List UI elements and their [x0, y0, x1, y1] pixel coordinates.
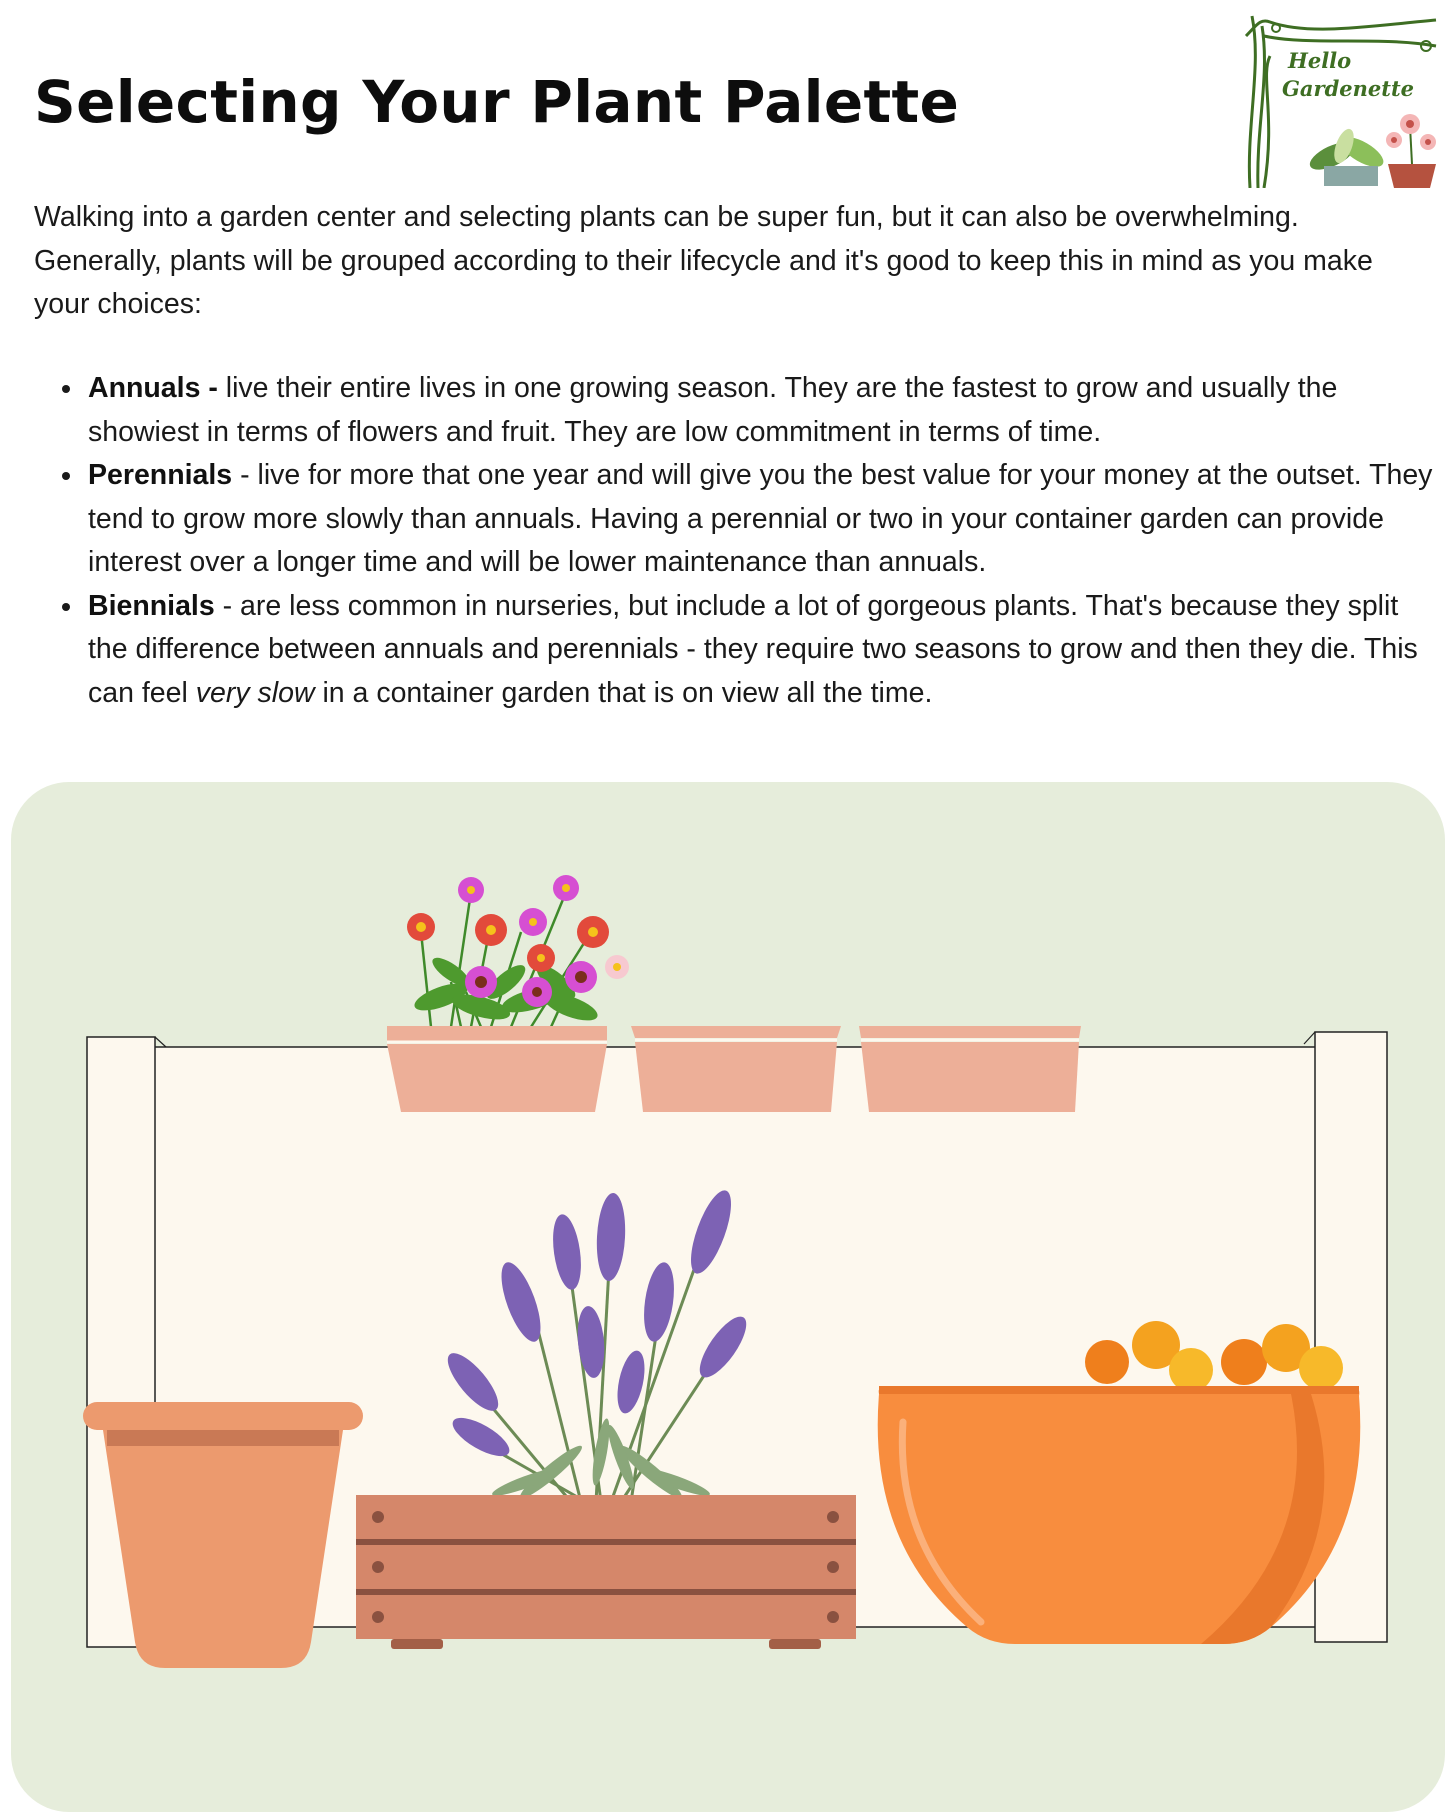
- orange-pot: [878, 1386, 1361, 1644]
- planter-box-1: [387, 1026, 607, 1112]
- term-perennials: Perennials: [88, 459, 233, 491]
- bullet: [62, 603, 70, 611]
- wooden-crate: [356, 1495, 856, 1649]
- intro-paragraph: Walking into a garden center and selecting plants can be super fun, but it can also be overwhelming. Generally, plants will be grouped according to their lifecycle and it's good to keep this in mind as you make your choices:: [34, 201, 1373, 320]
- planter-box-3: [859, 1026, 1081, 1112]
- list-item-perennials: [56, 454, 1442, 585]
- desc-biennials-start: - are less common in nurseries, but include a lot of gorgeous plants. That's because they split the difference between annuals and perennials - they require two seasons to grow and then they die. This can feel: [88, 589, 1418, 709]
- plant-lifecycle-list: [56, 367, 1442, 715]
- hello-gardenette-logo: [1240, 6, 1442, 188]
- bullet: [62, 472, 70, 480]
- term-biennials: Biennials: [88, 589, 215, 622]
- planter-box-2: [631, 1026, 841, 1112]
- logo-line1: Hello: [1288, 48, 1352, 73]
- list-item-annuals: [56, 367, 1442, 454]
- term-annuals: Annuals -: [88, 372, 218, 404]
- container-garden-illustration: [11, 782, 1445, 1812]
- page-title: Selecting Your Plant Palette: [34, 68, 960, 136]
- desc-biennials-end: in a container garden that is on view all the time.: [314, 676, 933, 709]
- zinnia-plant: [407, 875, 629, 1027]
- emphasis-very-slow: very slow: [195, 676, 315, 709]
- logo-line2: Gardenette: [1282, 76, 1415, 101]
- list-item-biennials: [56, 585, 1442, 716]
- desc-perennials: - live for more that one year and will give you the best value for your money at the outset. They tend to grow more slowly than annuals. Having a perennial or two in your container garden can provide interest over a longer time and will be lower maintenance than annuals.: [88, 459, 1433, 578]
- desc-annuals: live their entire lives in one growing season. They are the fastest to grow and usually the showiest in terms of flowers and fruit. They are low commitment in terms of time.: [88, 372, 1338, 448]
- bullet: [62, 385, 70, 393]
